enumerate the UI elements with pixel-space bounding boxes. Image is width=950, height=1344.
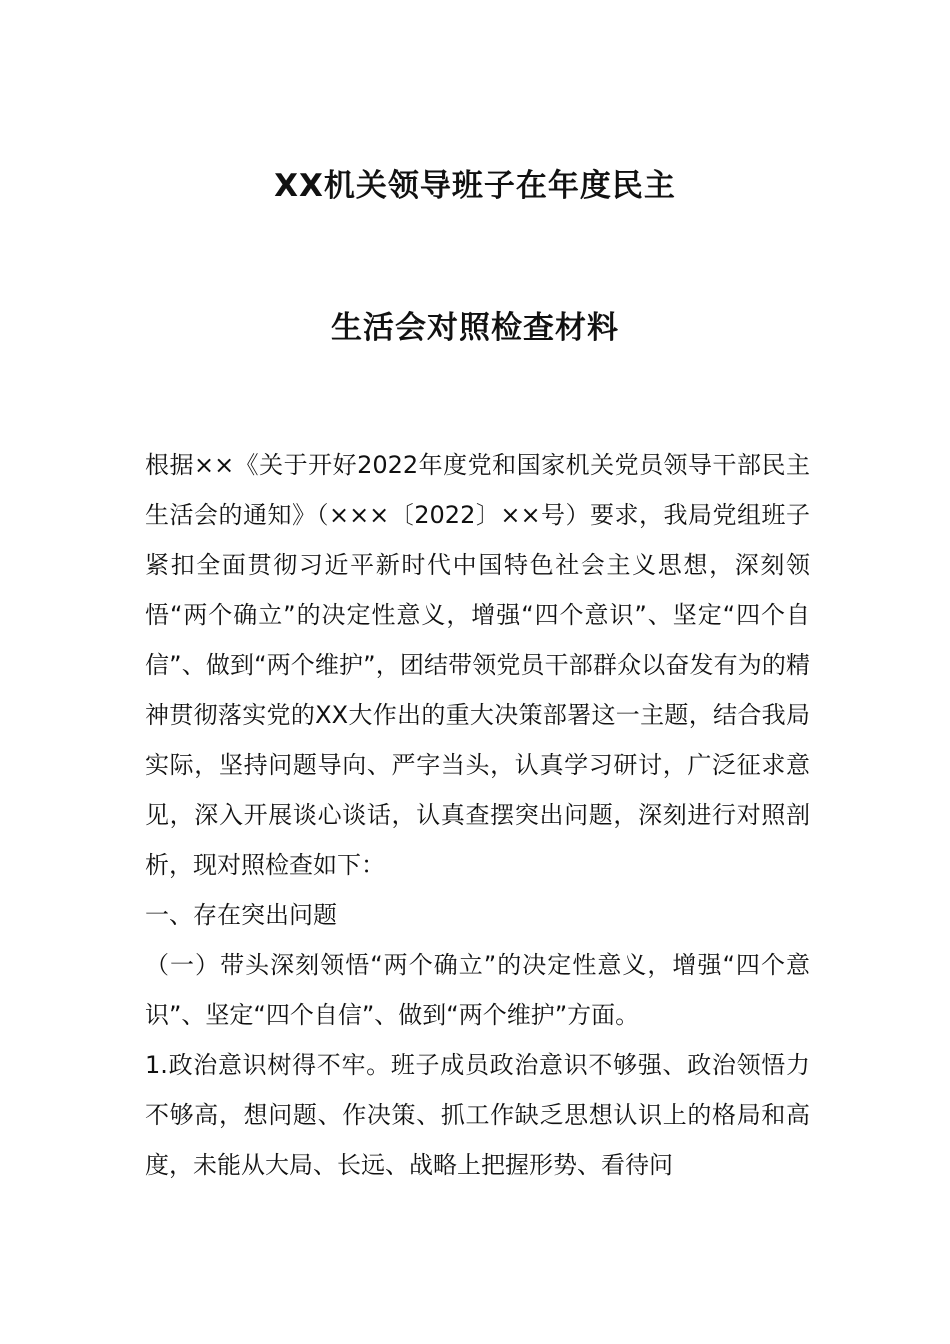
section-heading-1: 一、存在突出问题 bbox=[145, 901, 337, 929]
subsection-heading-1: （一）带头深刻领悟“两个确立”的决定性意义，增强“四个意识”、坚定“四个自信”、做到“两个维护”方面。 bbox=[145, 951, 810, 1029]
document-body bbox=[145, 440, 810, 1190]
document-title-line-2: 生活会对照检查材料 bbox=[331, 310, 619, 346]
item-paragraph-1: 1.政治意识树得不牢。班子成员政治意识不够强、政治领悟力不够高，想问题、作决策、抓工作缺乏思想认识上的格局和高度，未能从大局、长远、战略上把握形势、看待问 bbox=[145, 1051, 810, 1179]
document-title-line-1: XX机关领导班子在年度民主 bbox=[274, 168, 676, 204]
intro-paragraph: 根据××《关于开好2022年度党和国家机关党员领导干部民主生活会的通知》（×××〔2022〕××号）要求，我局党组班子紧扣全面贯彻习近平新时代中国特色社会主义思想，深刻领悟“两个确立”的决定性意义，增强“四个意识”、坚定“四个自信”、做到“两个维护”，团结带领党员干部群众以奋发有为的精神贯彻落实党的XX大作出的重大决策部署这一主题，结合我局实际，坚持问题导向、严字当头，认真学习研讨，广泛征求意见，深入开展谈心谈话，认真查摆突出问题，深刻进行对照剖析，现对照检查如下： bbox=[145, 451, 810, 879]
